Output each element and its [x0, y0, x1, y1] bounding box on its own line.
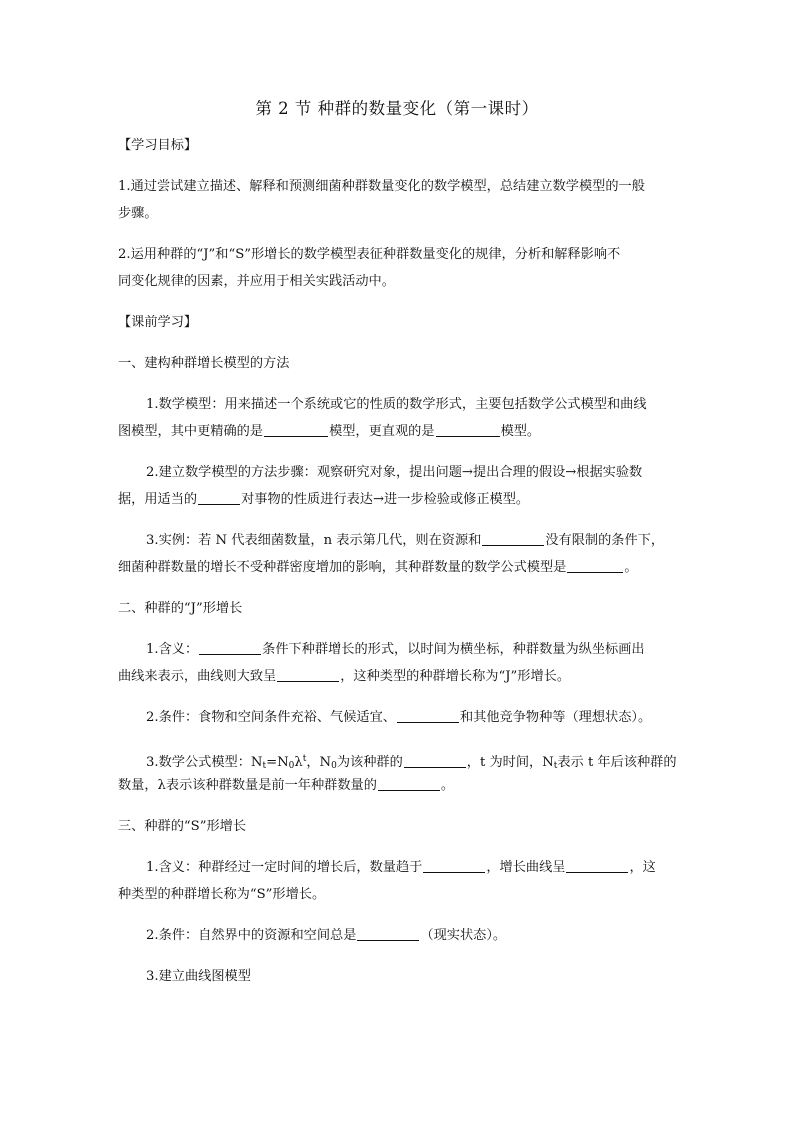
- page-title: 第 2 节 种群的数量变化（第一课时）: [255, 99, 539, 118]
- sec3-item1-line1: 1.含义：种群经过一定时间的增长后，数量趋于 ，增长曲线呈 ，这: [146, 860, 656, 875]
- sec1-item2-line1: 2.建立数学模型的方法步骤：观察研究对象，提出问题→提出合理的假设→根据实验数: [146, 465, 643, 480]
- objective-1-line-2: 步骤。: [118, 206, 158, 221]
- sec3-item2-line1: 2.条件：自然界中的资源和空间总是 （现实状态）。: [146, 928, 507, 943]
- sec3-item1-line2: 种类型的种群增长称为“S”形增长。: [118, 887, 326, 902]
- sec2-item3-line1: 3.数学公式模型：$N_t=N_0\lambda^t$，$N_0$为该种群的 ，t 为时间，$N_t$表示 t 年后该种群的: [146, 754, 677, 771]
- section-2-heading: 二、种群的“J”形增长: [118, 601, 243, 616]
- section-1-heading: 一、建构种群增长模型的方法: [118, 356, 290, 371]
- blank-curve-shape[interactable]: [277, 667, 339, 682]
- sec2-item1-line1: 1.含义： 条件下种群增长的形式，以时间为横坐标，种群数量为纵坐标画出: [146, 642, 645, 657]
- section-3-heading: 三、种群的“S”形增长: [118, 819, 247, 834]
- blank-no-enemies[interactable]: [397, 708, 459, 723]
- blank-initial-number[interactable]: [404, 753, 466, 768]
- blank-expression-form[interactable]: [198, 490, 240, 505]
- sec1-item1-line1: 1.数学模型：用来描述一个系统或它的性质的数学形式，主要包括数学公式模型和曲线: [146, 397, 647, 412]
- objectives-header: 【学习目标】: [118, 138, 198, 153]
- sec1-item1-line2: 图模型，其中更精确的是 模型，更直观的是 模型。: [118, 424, 541, 439]
- blank-limited-resources[interactable]: [357, 926, 419, 941]
- objective-2-line-2: 同变化规律的因素，并应用于相关实践活动中。: [118, 274, 395, 289]
- sec3-item3-line1: 3.建立曲线图模型: [146, 969, 251, 984]
- sec1-item3-line2: 细菌种群数量的增长不受种群密度增加的影响，其种群数量的数学公式模型是 。: [118, 560, 638, 575]
- sec1-item2-line2: 据，用适当的 对事物的性质进行表达→进一步检验或修正模型。: [118, 492, 530, 507]
- blank-unlimited-factor[interactable]: [482, 531, 544, 546]
- blank-formula-model[interactable]: [567, 558, 623, 573]
- objective-1-line-1: 1.通过尝试建立描述、解释和预测细菌种群数量变化的数学模型，总结建立数学模型的一般: [118, 179, 645, 194]
- sec2-item1-line2: 曲线来表示，曲线则大致呈 ，这种类型的种群增长称为“J”形增长。: [118, 669, 571, 684]
- blank-s-curve[interactable]: [566, 858, 628, 873]
- blank-intuitive-model[interactable]: [436, 422, 500, 437]
- blank-ideal-condition[interactable]: [199, 640, 261, 655]
- blank-lambda-multiple[interactable]: [378, 776, 440, 791]
- pre-study-header: 【课前学习】: [118, 315, 198, 330]
- sec2-item2-line1: 2.条件：食物和空间条件充裕、气候适宜、 和其他竞争物种等（理想状态）。: [146, 710, 652, 725]
- objective-2-line-1: 2.运用种群的“J”和“S”形增长的数学模型表征种群数量变化的规律，分析和解释影响不: [118, 247, 621, 262]
- sec1-item3-line1: 3.实例：若 N 代表细菌数量，n 表示第几代，则在资源和 没有限制的条件下，: [146, 533, 665, 548]
- sec2-item3-line2: 数量，λ表示该种群数量是前一年种群数量的 。: [118, 778, 455, 793]
- blank-stable-value[interactable]: [423, 858, 485, 873]
- blank-precise-model[interactable]: [264, 422, 328, 437]
